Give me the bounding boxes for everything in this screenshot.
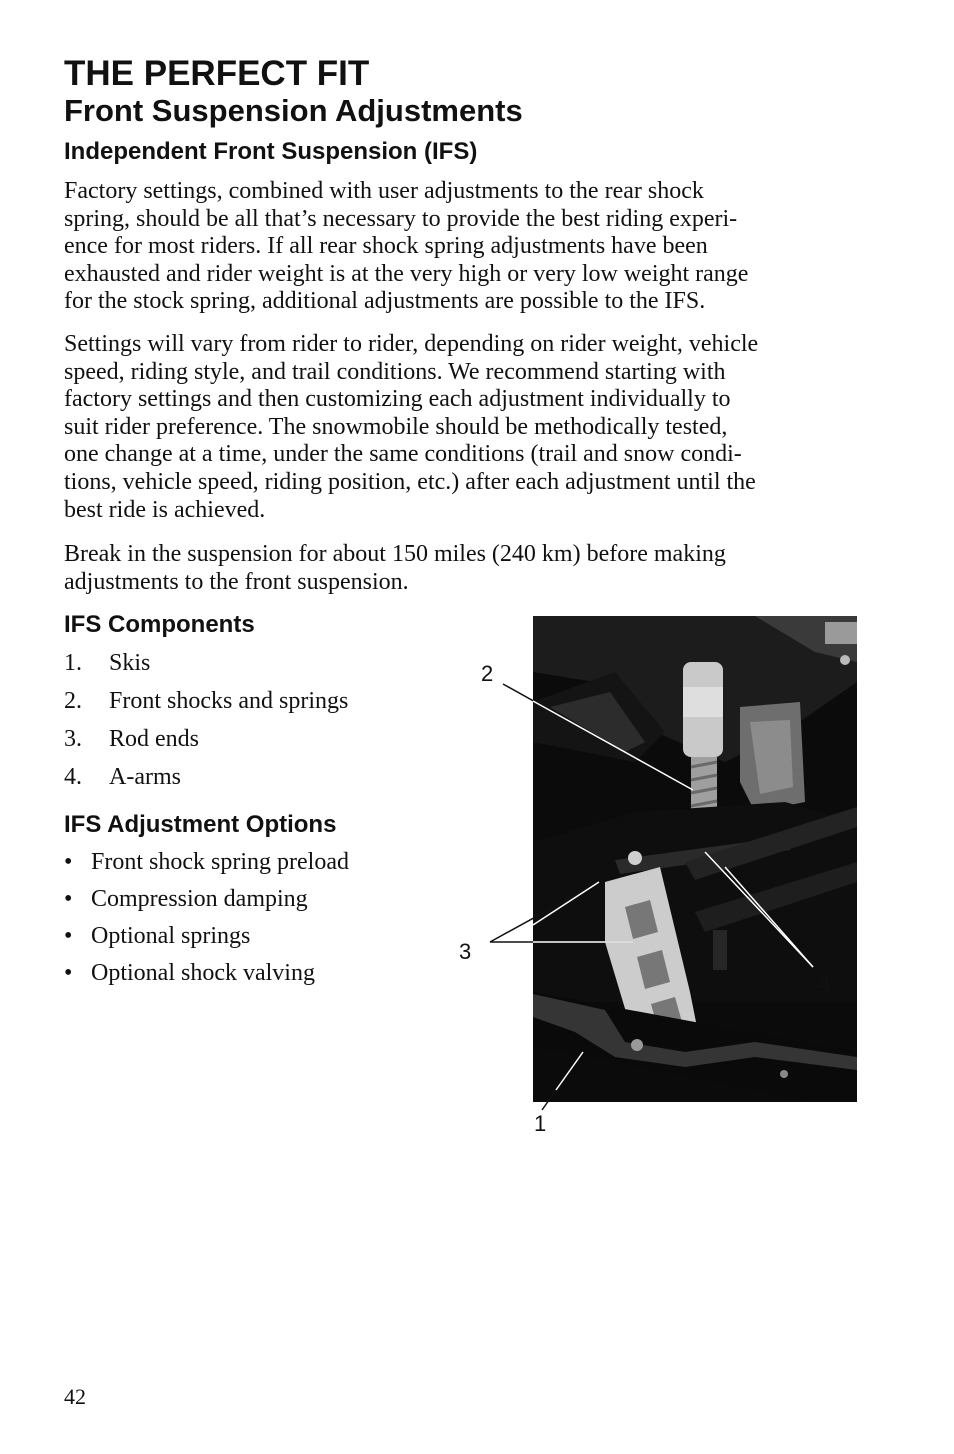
bullet-icon: • — [64, 849, 73, 875]
text-line: suit rider preference. The snowmobile should be methodically tested, — [64, 413, 728, 440]
list-label: Skis — [109, 650, 151, 676]
list-number: 3. — [64, 726, 82, 752]
list-item — [64, 724, 199, 754]
text-line: for the stock spring, additional adjustments are possible to the IFS. — [64, 288, 706, 315]
list-item — [64, 762, 181, 792]
bullet-item — [64, 847, 349, 877]
list-item — [64, 648, 150, 678]
text-line: exhausted and rider weight is at the very high or very low weight range — [64, 260, 749, 287]
text-line: factory settings and then customizing each adjustment individually to — [64, 386, 731, 413]
text-line: ence for most riders. If all rear shock spring adjustments have been — [64, 233, 708, 260]
text-line: Break in the suspension for about 150 miles (240 km) before making — [64, 541, 726, 567]
paragraph-settings — [64, 331, 864, 524]
callout-4: 4 — [818, 971, 831, 996]
list-number: 2. — [64, 688, 82, 714]
list-label: A-arms — [109, 764, 181, 790]
decal-highlight — [825, 622, 857, 644]
topic-title: Independent Front Suspension (IFS) — [64, 138, 478, 165]
list-label: Rod ends — [109, 726, 199, 752]
text-line: best ride is achieved. — [64, 496, 266, 523]
ifs-figure — [455, 612, 865, 1142]
shock-label — [683, 687, 723, 717]
ifs-photo — [455, 612, 865, 1142]
adjustments-heading: IFS Adjustment Options — [64, 811, 337, 838]
section-title: THE PERFECT FIT — [64, 54, 370, 93]
bullet-item — [64, 884, 308, 914]
list-number: 1. — [64, 650, 82, 676]
paragraph-break-in — [64, 541, 864, 596]
bullet-item — [64, 958, 315, 988]
text-line: adjustments to the front suspension. — [64, 568, 409, 595]
subsection-title: Front Suspension Adjustments — [64, 93, 523, 128]
list-item — [64, 686, 348, 716]
bullet-label: Optional shock valving — [91, 960, 315, 986]
a-arm-mount — [713, 930, 727, 970]
text-line: speed, riding style, and trail conditions. We recommend starting with — [64, 358, 726, 385]
text-line: spring, should be all that’s necessary to provide the best riding experi- — [64, 205, 738, 232]
bullet-icon: • — [64, 960, 73, 986]
page-number: 42 — [64, 1384, 86, 1409]
bullet-label: Front shock spring preload — [91, 849, 349, 875]
components-heading: IFS Components — [64, 611, 255, 638]
text-line: Factory settings, combined with user adjustments to the rear shock — [64, 178, 704, 204]
bullet-item — [64, 921, 250, 951]
rod-end — [628, 851, 642, 865]
ski-bolt — [780, 1070, 788, 1078]
bolt-icon — [840, 655, 850, 665]
bullet-icon: • — [64, 923, 73, 949]
bullet-label: Compression damping — [91, 886, 308, 912]
callout-1: 1 — [534, 1111, 547, 1136]
text-line: Settings will vary from rider to rider, depending on rider weight, vehicle — [64, 331, 759, 357]
paragraph-intro — [64, 178, 864, 316]
callout-2: 2 — [481, 661, 494, 686]
ski-bolt — [631, 1039, 643, 1051]
list-label: Front shocks and springs — [109, 688, 349, 714]
list-number: 4. — [64, 764, 82, 790]
text-line: tions, vehicle speed, riding position, etc.) after each adjustment until the — [64, 468, 756, 495]
bullet-label: Optional springs — [91, 923, 251, 949]
bullet-icon: • — [64, 886, 73, 912]
text-line: one change at a time, under the same conditions (trail and snow condi- — [64, 441, 742, 468]
callout-3: 3 — [459, 939, 472, 964]
